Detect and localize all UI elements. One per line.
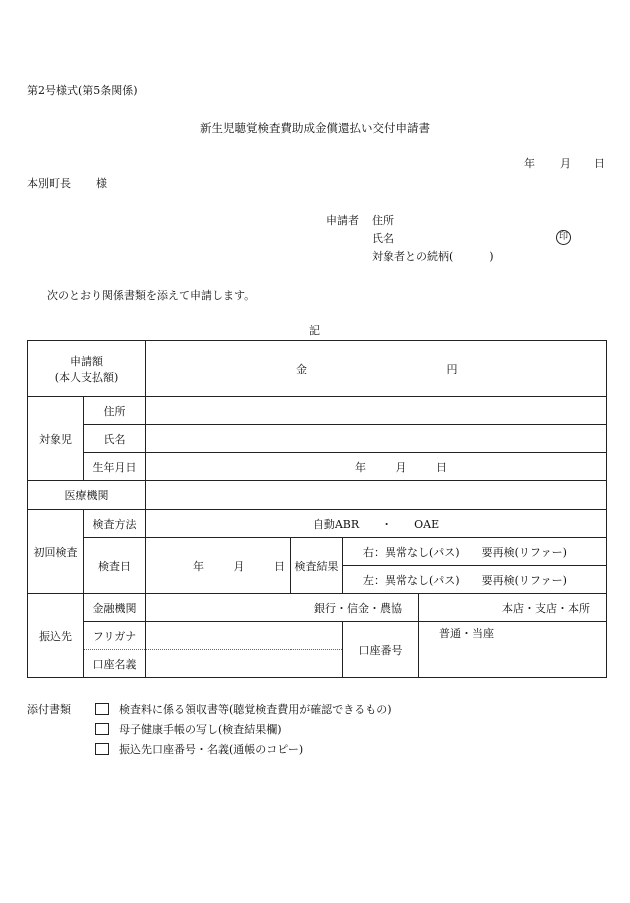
- addressee-honorific: 様: [96, 177, 107, 190]
- attachment-checkbox-2[interactable]: [95, 723, 109, 735]
- applicant-name-label: 氏名: [372, 232, 394, 245]
- bank-type-options[interactable]: 銀行・信金・農協: [146, 594, 419, 622]
- seal-mark: 印: [556, 229, 571, 245]
- exam-result-left[interactable]: 左：異常なし(パス) 要再検(リファー): [343, 566, 607, 594]
- account-number-label: 口座番号: [343, 622, 419, 678]
- bank-label: 金融機関: [84, 594, 146, 622]
- account-number-field[interactable]: 普通・当座: [419, 622, 607, 678]
- exam-method-label: 検査方法: [84, 510, 146, 538]
- attachment-row-1: [27, 699, 392, 719]
- exam-result-label: 検査結果: [291, 538, 343, 594]
- applicant-label: 申請者: [326, 214, 359, 227]
- child-address-label: 住所: [84, 397, 146, 425]
- transfer-label: 振込先: [28, 594, 84, 678]
- attachment-item-2: 母子健康手帳の写し(検査結果欄): [119, 723, 282, 736]
- birth-date-label: 生年月日: [84, 453, 146, 481]
- document-title: 新生児聴覚検査費助成金償還払い交付申請書: [200, 121, 430, 135]
- exam-result-right[interactable]: 右：異常なし(パス) 要再検(リファー): [343, 538, 607, 566]
- furigana-field[interactable]: [146, 622, 343, 650]
- child-name-field[interactable]: [146, 425, 607, 453]
- ki-label: 記: [309, 324, 320, 337]
- branch-type-options[interactable]: 本店・支店・本所: [419, 594, 607, 622]
- addressee-name: 本別町長: [27, 177, 71, 190]
- attachment-item-1: 検査料に係る領収書等(聴覚検査費用が確認できるもの): [119, 703, 392, 716]
- attachments-section: [27, 699, 392, 759]
- exam-date-label: 検査日: [84, 538, 146, 594]
- date-year: 年: [524, 157, 535, 170]
- furigana-label: フリガナ: [84, 622, 146, 650]
- form-number: 第2号様式(第5条関係): [27, 84, 138, 97]
- attachment-checkbox-3[interactable]: [95, 743, 109, 755]
- medical-institution-field[interactable]: [146, 481, 607, 510]
- exam-method-options[interactable]: 自動ABR ・ OAE: [146, 510, 607, 538]
- applicant-address-label: 住所: [372, 214, 394, 227]
- application-table: [27, 340, 607, 678]
- exam-date-field[interactable]: 年 月 日: [146, 538, 291, 594]
- attachment-checkbox-1[interactable]: [95, 703, 109, 715]
- amount-label: 申請額 (本人支払額): [28, 341, 146, 397]
- child-address-field[interactable]: [146, 397, 607, 425]
- amount-field[interactable]: 金 円: [146, 341, 607, 397]
- attachment-row-3: [27, 739, 392, 759]
- medical-institution-label: 医療機関: [28, 481, 146, 510]
- child-name-label: 氏名: [84, 425, 146, 453]
- account-name-label: 口座名義: [84, 650, 146, 678]
- relation-label: 対象者との続柄( ): [372, 250, 494, 263]
- date-month: 月: [560, 157, 571, 170]
- attachment-row-2: [27, 719, 392, 739]
- date-day: 日: [594, 157, 605, 170]
- birth-date-field[interactable]: 年 月 日: [146, 453, 607, 481]
- child-label: 対象児: [28, 397, 84, 481]
- attachments-label: 添付書類: [27, 703, 71, 716]
- first-exam-label: 初回検査: [28, 510, 84, 594]
- attachment-item-3: 振込先口座番号・名義(通帳のコピー): [119, 743, 304, 756]
- account-name-field[interactable]: [146, 650, 343, 678]
- intro-text: 次のとおり関係書類を添えて申請します。: [47, 289, 256, 302]
